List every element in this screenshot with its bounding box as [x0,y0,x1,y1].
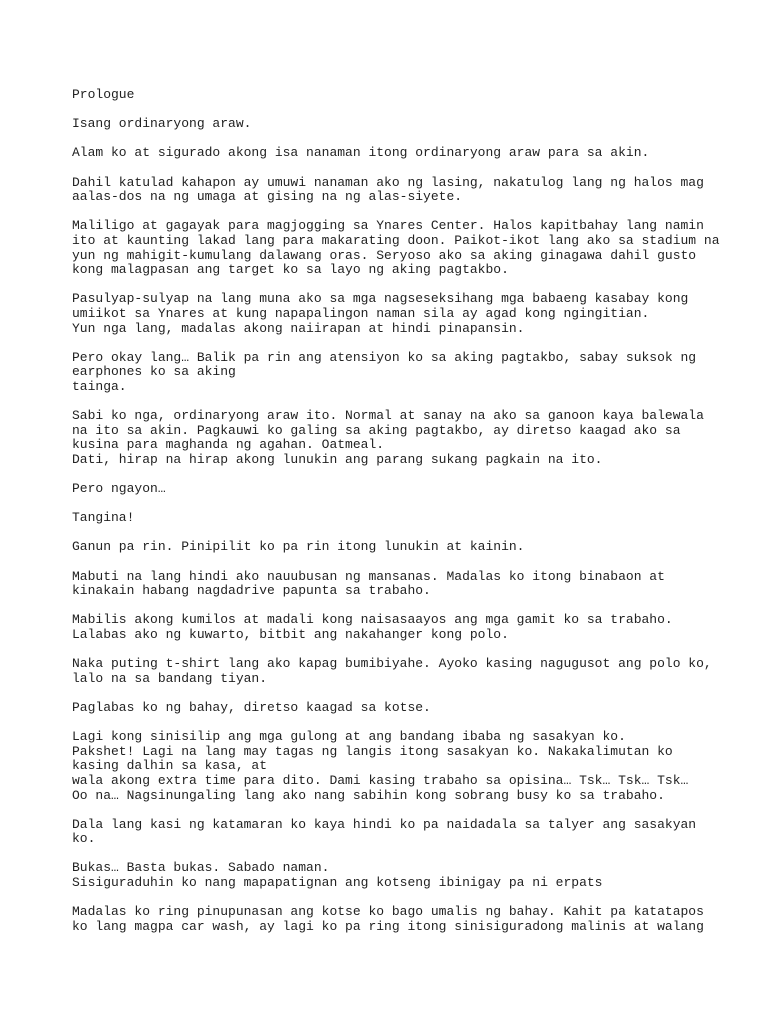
paragraph: Dala lang kasi ng katamaran ko kaya hindi ko pa naidadala sa talyer ang sasakyan ko. [72,816,697,847]
paragraph: Paglabas ko ng bahay, diretso kaagad sa kotse. [72,699,431,715]
paragraph: Mabilis akong kumilos at madali kong naisasaayos ang mga gamit ko sa trabaho. Lalabas ako ng kuwarto, bitbit ang nakahanger kong polo. [72,612,673,642]
chapter-title: Prologue [72,87,135,102]
paragraph: Tangina! [72,510,135,526]
paragraph: Pasulyap-sulyap na lang muna ako sa mga nagseseksihang mga babaeng kasabay kong umiikot sa Ynares at kung napapalingon naman sila ay agad kong ngingitian. Yun nga lang, madalas akong naiirapan at hindi pinapansin. [72,291,689,336]
paragraph: Alam ko at sigurado akong isa nanaman itong ordinaryong araw para sa akin. [72,145,650,161]
paragraph: Sabi ko nga, ordinaryong araw ito. Normal at sanay na ako sa ganoon kaya balewala na ito sa akin. Pagkauwi ko galing sa aking pagtakbo, ay diretso kaagad ako sa kusina para maghanda ng agahan. Oatmeal. Dati, hirap na hirap akong lunukin ang parang sukang pagkain na ito. [72,408,704,467]
paragraph: Pero okay lang… Balik pa rin ang atensiyon ko sa aking pagtakbo, sabay suksok ng earphones ko sa aking tainga. [72,349,697,394]
paragraph: Dahil katulad kahapon ay umuwi nanaman ako ng lasing, nakatulog lang ng halos mag aalas-dos na ng umaga at gising na ng alas-siyete. [72,174,704,205]
paragraph: Lagi kong sinisilip ang mga gulong at ang bandang ibaba ng sasakyan ko. Pakshet! Lagi na lang may tagas ng langis itong sasakyan ko. Nakakalimutan ko kasing dalhin sa kasa, at wala akong extra time para dito. Dami kasing trabaho sa opisina… Tsk… Tsk… Tsk… Oo na… Nagsinungaling lang ako nang sabihin kong sobrang busy ko sa trabaho. [72,729,689,803]
paragraph: Maliligo at gagayak para magjogging sa Ynares Center. Halos kapitbahay lang namin ito at kaunting lakad lang para makarating doon. Paikot-ikot lang ako sa stadium na yun ng mahigit-kumulang dalawang oras. Seryoso ako sa aking ginagawa dahil gusto kong malagpasan ang target ko sa layo ng aking pagtakbo. [72,218,720,278]
paragraph: Pero ngayon… [72,481,166,497]
paragraph: Mabuti na lang hindi ako nauubusan ng mansanas. Madalas ko itong binabaon at kinakain habang nagdadrive papunta sa trabaho. [72,568,665,599]
paragraph: Madalas ko ring pinupunasan ang kotse ko bago umalis ng bahay. Kahit pa katatapos ko lang magpa car wash, ay lagi ko pa ring itong sinisiguradong malinis at walang [72,904,704,934]
paragraph: Naka puting t-shirt lang ako kapag bumibiyahe. Ayoko kasing nagugusot ang polo ko, lalo na sa bandang tiyan. [72,656,712,686]
paragraph: Bukas… Basta bukas. Sabado naman. Sisiguraduhin ko nang mapapatignan ang kotseng ibinigay pa ni erpats [72,860,603,891]
paragraph: Isang ordinaryong araw. [72,116,252,132]
paragraph: Ganun pa rin. Pinipilit ko pa rin itong lunukin at kainin. [72,539,525,555]
document-page [72,87,720,949]
